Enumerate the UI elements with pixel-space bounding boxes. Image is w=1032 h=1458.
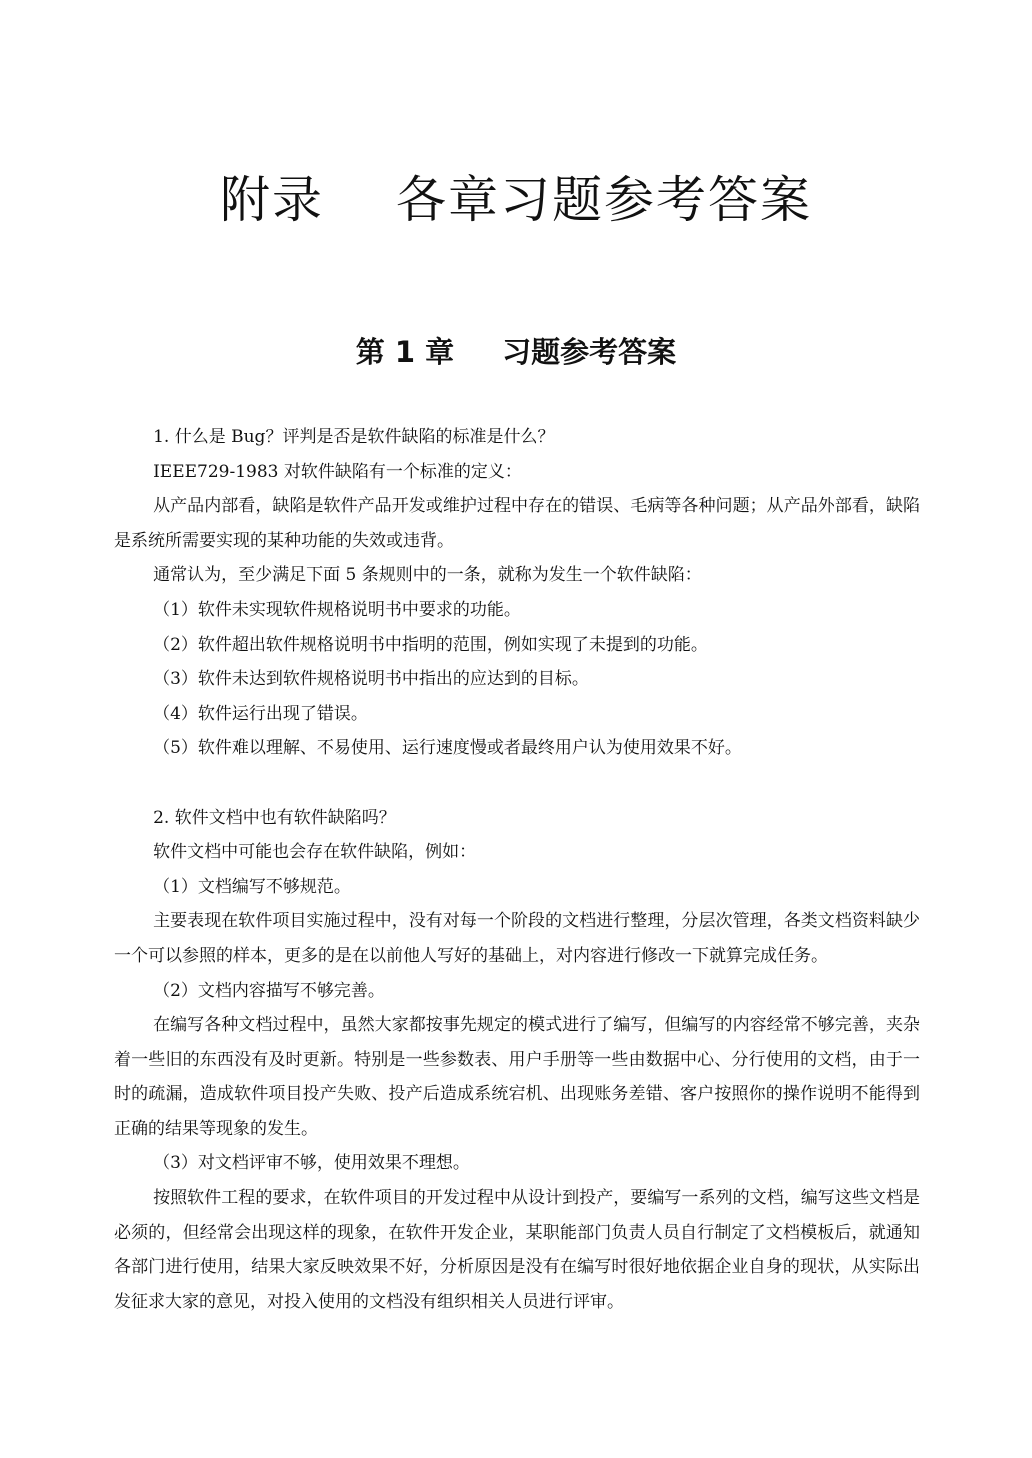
- question-2: 2. 软件文档中也有软件缺陷吗？: [153, 807, 396, 828]
- chapter-title: [0, 332, 1032, 372]
- chapter-title-text: 习题参考答案: [502, 335, 677, 369]
- document-body: [114, 420, 920, 1319]
- list-item: （3）软件未达到软件规格说明书中指出的应达到的目标。: [153, 669, 589, 690]
- list-item: （1）文档编写不够规范。: [153, 876, 351, 897]
- paragraph: 按照软件工程的要求，在软件项目的开发过程中从设计到投产，要编写一系列的文档，编写这些文档是必须的，但经常会出现这样的现象，在软件开发企业，某职能部门负责人员自行制定了文档模板后，就通知各部门进行使用，结果大家反映效果不好，分析原因是没有在编写时很好地依据企业自身的现状，从实际出发征求大家的意见，对投入使用的文档没有组织相关人员进行评审。: [114, 1188, 920, 1312]
- appendix-title-prefix: 附录: [220, 171, 324, 229]
- paragraph: 软件文档中可能也会存在软件缺陷，例如：: [153, 842, 477, 863]
- appendix-title: [0, 168, 1032, 232]
- appendix-title-text: 各章习题参考答案: [396, 171, 812, 229]
- list-item: （4）软件运行出现了错误。: [153, 703, 368, 724]
- list-item: （1）软件未实现软件规格说明书中要求的功能。: [153, 599, 521, 620]
- paragraph: 在编写各种文档过程中，虽然大家都按事先规定的模式进行了编写，但编写的内容经常不够完善，夹杂着一些旧的东西没有及时更新。特别是一些参数表、用户手册等一些由数据中心、分行使用的文档，由于一时的疏漏，造成软件项目投产失败、投产后造成系统宕机、出现账务差错、客户按照你的操作说明不能得到正确的结果等现象的发生。: [114, 1015, 920, 1139]
- list-item: （3）对文档评审不够，使用效果不理想。: [153, 1153, 470, 1174]
- section-spacer: [114, 766, 920, 801]
- question-1: 1. 什么是 Bug？评判是否是软件缺陷的标准是什么？: [153, 427, 555, 447]
- paragraph: IEEE729-1983 对软件缺陷有一个标准的定义：: [153, 461, 522, 482]
- paragraph: 通常认为，至少满足下面 5 条规则中的一条，就称为发生一个软件缺陷：: [153, 565, 702, 586]
- chapter-number: 第 1 章: [355, 335, 455, 369]
- list-item: （2）软件超出软件规格说明书中指明的范围，例如实现了未提到的功能。: [153, 634, 708, 655]
- list-item: （2）文档内容描写不够完善。: [153, 980, 385, 1001]
- paragraph: 从产品内部看，缺陷是软件产品开发或维护过程中存在的错误、毛病等各种问题；从产品外部看，缺陷是系统所需要实现的某种功能的失效或违背。: [114, 496, 920, 551]
- paragraph: 主要表现在软件项目实施过程中，没有对每一个阶段的文档进行整理，分层次管理，各类文档资料缺少一个可以参照的样本，更多的是在以前他人写好的基础上，对内容进行修改一下就算完成任务。: [114, 911, 920, 966]
- list-item: （5）软件难以理解、不易使用、运行速度慢或者最终用户认为使用效果不好。: [153, 738, 742, 759]
